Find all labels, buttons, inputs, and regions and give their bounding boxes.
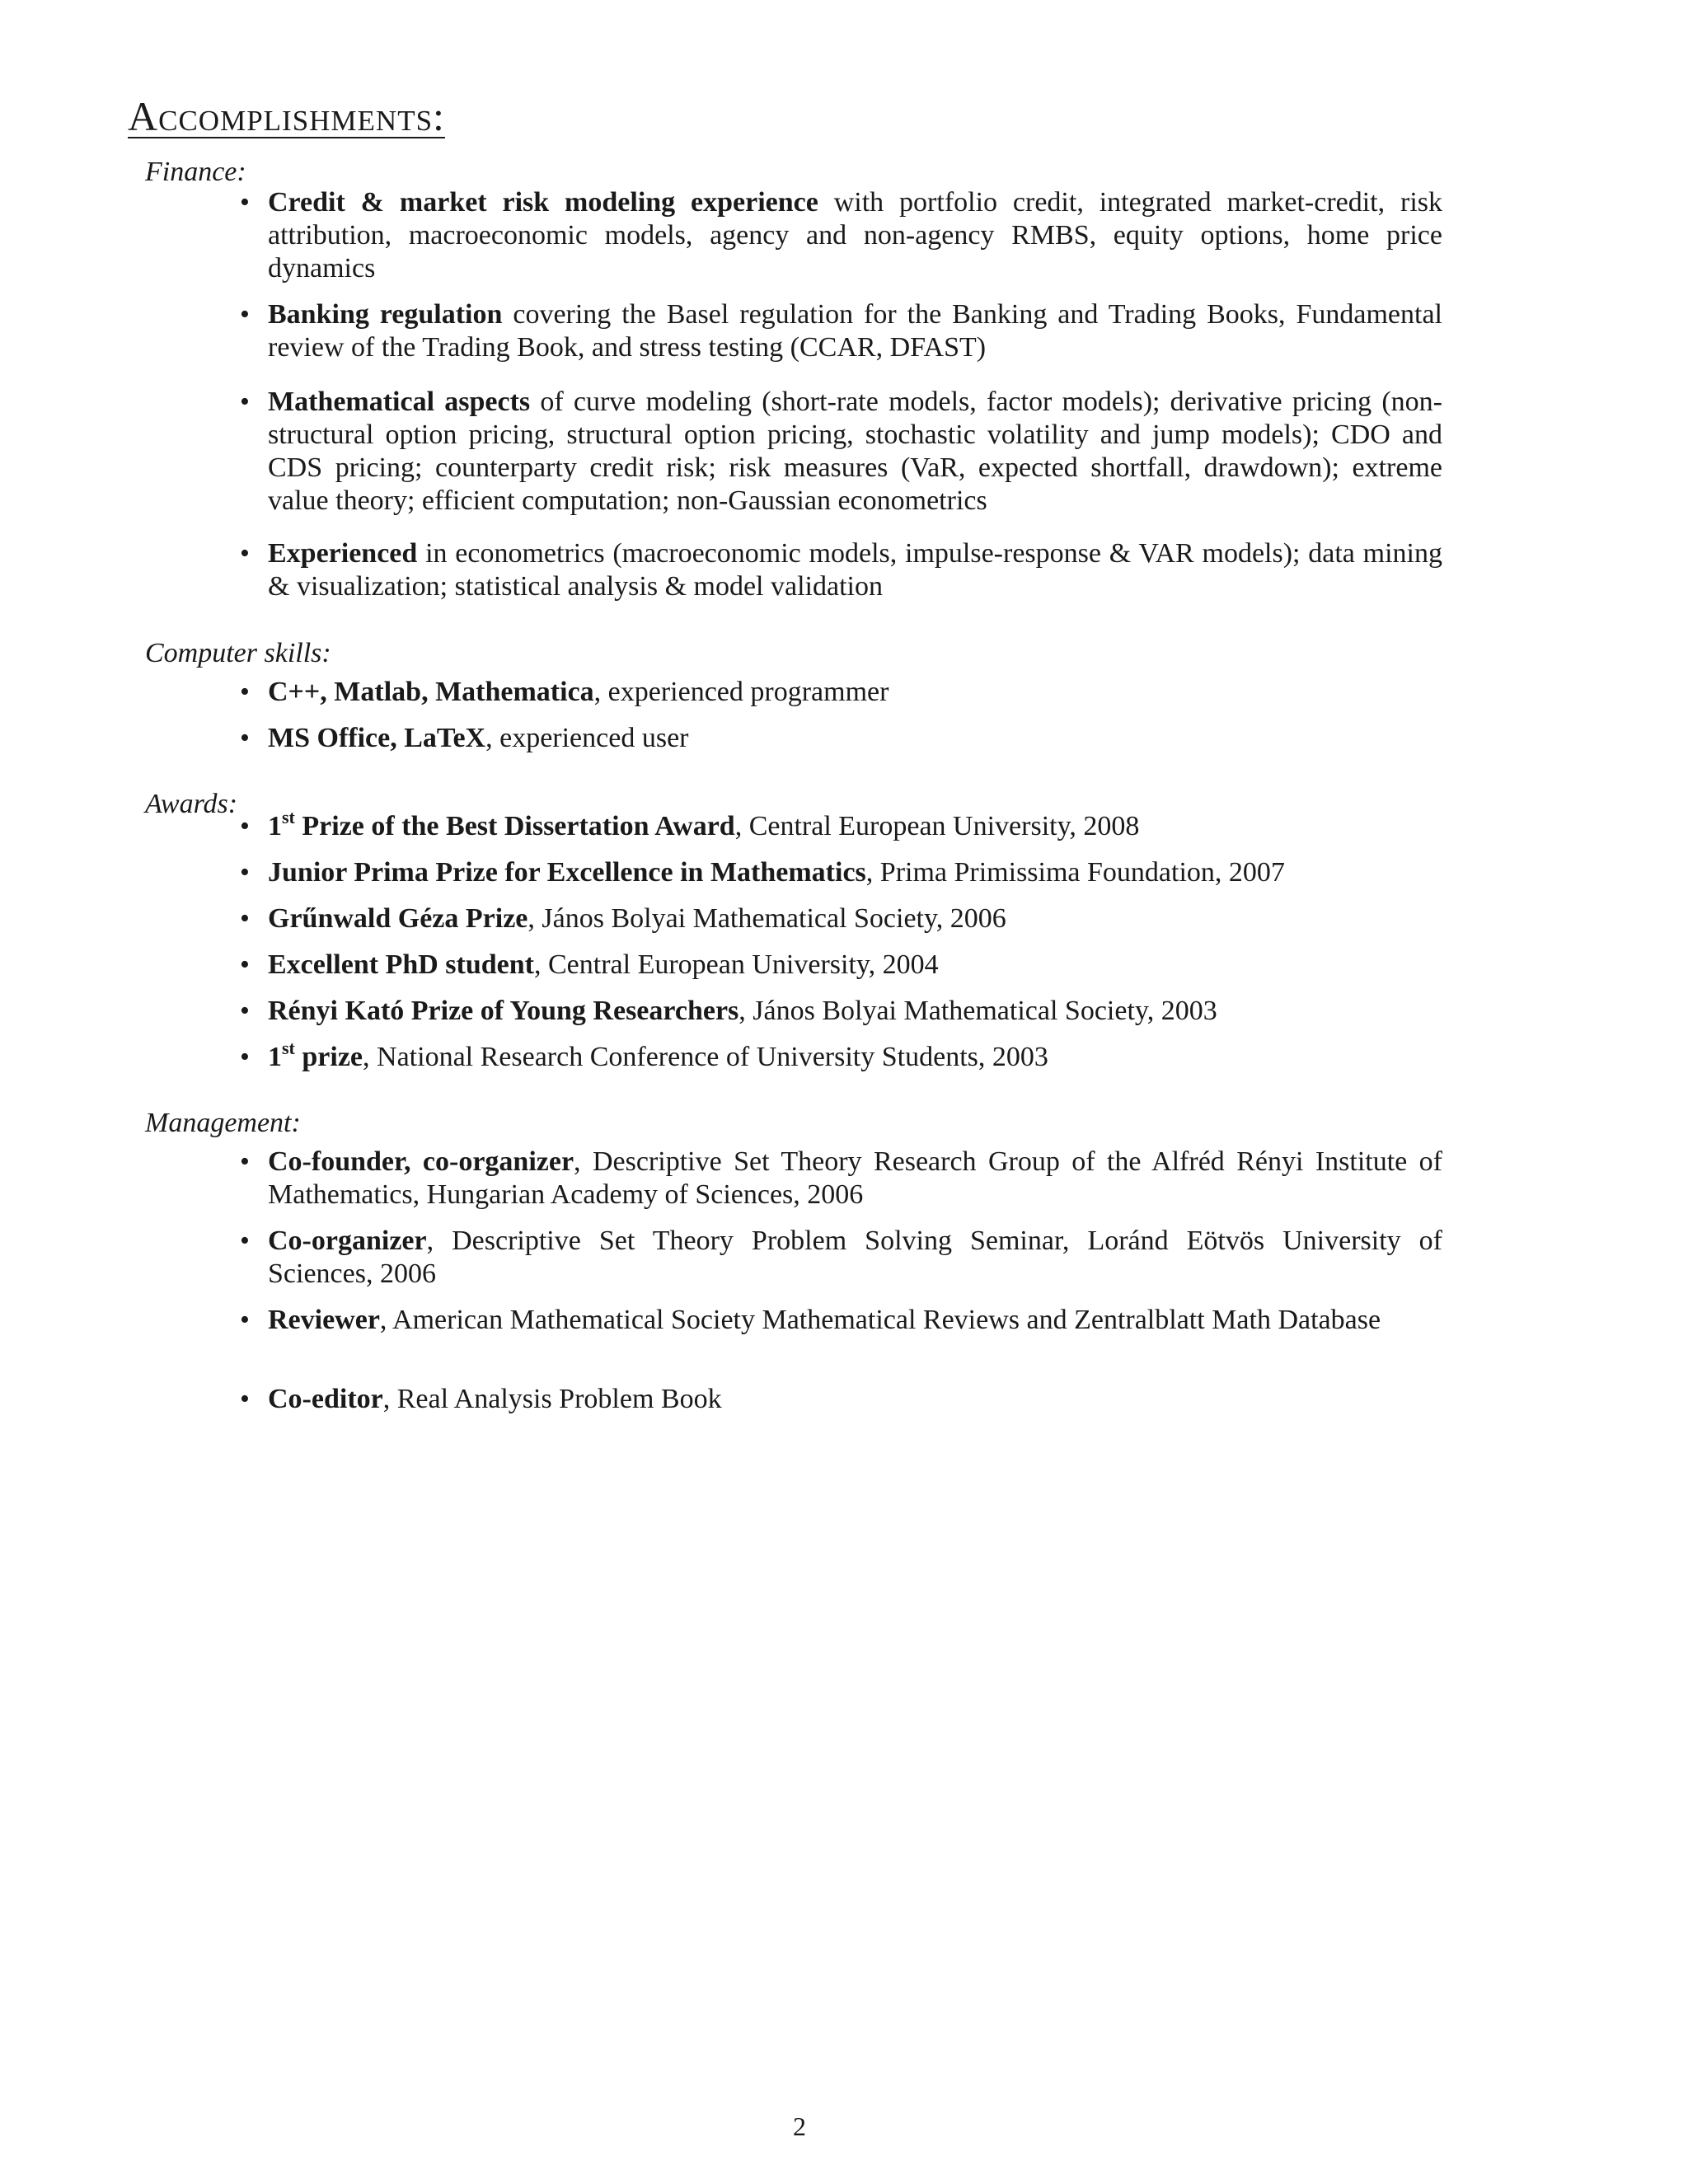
item-bold-text: C++, Matlab, Mathematica: [268, 677, 594, 707]
item-text: , experienced user: [485, 723, 689, 753]
item-bold-text: Co-editor: [268, 1384, 383, 1414]
item-bold-text: Excellent PhD student: [268, 949, 534, 980]
computer-item-office: [240, 722, 1442, 755]
management-item-coeditor: [240, 1383, 1442, 1416]
item-text: with portfolio credit, integrated market-credit, risk attribution, macroeconomic models, agency and non-agency RMBS, equity options, home price dynamics: [268, 187, 1443, 284]
bullet-icon: •: [240, 811, 250, 841]
item-bold-text: Rényi Kató Prize of Young Researchers: [268, 996, 739, 1026]
item-text: , Prima Primissima Foundation, 2007: [865, 857, 1285, 888]
item-bold-text: Experienced: [268, 538, 418, 569]
bullet-icon: •: [240, 903, 250, 934]
item-text: of curve modeling (short-rate models, factor models); derivative pricing (non-structural option pricing, structural option pricing, stochastic volatility and jump models); CDO and CDS pricing; counterparty credit risk; risk measures (VaR, expected shortfall, drawdown); extreme value theory; efficient computation; non-Gaussian econometrics: [268, 387, 1442, 516]
management-item-cofounder: [240, 1146, 1443, 1212]
award-item-junior-prima: [240, 856, 1442, 889]
item-text: , Descriptive Set Theory Problem Solving Seminar, Loránd Eötvös University of Sciences, 2006: [268, 1226, 1442, 1289]
bullet-icon: •: [240, 187, 250, 218]
award-item-grunwald: [240, 902, 1442, 935]
item-bold-text: Grűnwald Géza Prize: [268, 903, 528, 934]
bullet-icon: •: [240, 1042, 250, 1072]
item-bold-text: Co-organizer: [268, 1226, 427, 1256]
ordinal-suffix: st: [282, 1037, 295, 1058]
bullet-icon: •: [240, 1146, 250, 1177]
section-heading: Accomplishments:: [128, 93, 445, 139]
item-text: , Descriptive Set Theory Research Group of the Alfréd Rényi Institute of Mathematics, Hungarian Academy of Sciences, 2006: [268, 1146, 1443, 1210]
finance-item-mathematical-aspects: [240, 386, 1442, 518]
awards-label: Awards:: [145, 789, 238, 819]
item-bold-text: Reviewer: [268, 1305, 380, 1335]
management-label: Management:: [145, 1108, 301, 1138]
bullet-icon: •: [240, 677, 250, 707]
item-bold-text: prize: [294, 1042, 363, 1072]
award-item-renyi-kato: [240, 995, 1442, 1028]
item-text: , Real Analysis Problem Book: [382, 1384, 722, 1414]
management-item-reviewer: [240, 1304, 1442, 1337]
finance-item-experienced: [240, 537, 1442, 603]
award-item-first-prize: [240, 1037, 1442, 1074]
bullet-icon: •: [240, 1384, 250, 1414]
computer-item-programming: [240, 676, 1442, 709]
item-bold-text: Co-founder, co-organizer: [268, 1146, 574, 1177]
item-bold-text: 1: [268, 1042, 282, 1072]
finance-label: Finance:: [145, 157, 246, 187]
finance-item-banking-regulation: [240, 298, 1442, 364]
computer-skills-label: Computer skills:: [145, 638, 331, 668]
bullet-icon: •: [240, 538, 250, 569]
item-text: in econometrics (macroeconomic models, impulse-response & VAR models); data mining & visualization; statistical analysis & model validation: [268, 538, 1442, 602]
item-text: , National Research Conference of University Students, 2003: [363, 1042, 1048, 1072]
page-number: 2: [793, 2111, 806, 2141]
item-bold-text: Banking regulation: [268, 299, 503, 330]
item-bold-text: Credit & market risk modeling experience: [268, 187, 818, 218]
item-bold-text: MS Office, LaTeX: [268, 723, 486, 753]
bullet-icon: •: [240, 1305, 250, 1335]
item-bold-text: 1: [268, 811, 282, 841]
item-text: , János Bolyai Mathematical Society, 2003: [738, 996, 1217, 1026]
bullet-icon: •: [240, 1226, 250, 1256]
bullet-icon: •: [240, 996, 250, 1026]
item-text: , experienced programmer: [593, 677, 889, 707]
finance-item-credit-risk: [240, 186, 1443, 285]
bullet-icon: •: [240, 723, 250, 753]
bullet-icon: •: [240, 949, 250, 980]
bullet-icon: •: [240, 857, 250, 888]
management-item-coorganizer: [240, 1225, 1442, 1291]
item-text: , Central European University, 2004: [534, 949, 939, 980]
award-item-excellent-phd: [240, 949, 1442, 982]
item-bold-text: Prize of the Best Dissertation Award: [294, 811, 735, 841]
item-bold-text: Mathematical aspects: [268, 387, 531, 417]
award-item-dissertation: [240, 806, 1442, 843]
bullet-icon: •: [240, 387, 250, 417]
item-bold-text: Junior Prima Prize for Excellence in Mathematics: [268, 857, 866, 888]
item-text: , Central European University, 2008: [734, 811, 1140, 841]
bullet-icon: •: [240, 299, 250, 330]
item-text: , János Bolyai Mathematical Society, 2006: [528, 903, 1006, 934]
item-text: covering the Basel regulation for the Banking and Trading Books, Fundamental review of the Trading Book, and stress testing (CCAR, DFAST): [268, 299, 1442, 363]
item-text: , American Mathematical Society Mathematical Reviews and Zentralblatt Math Database: [379, 1305, 1381, 1335]
ordinal-suffix: st: [282, 806, 295, 827]
